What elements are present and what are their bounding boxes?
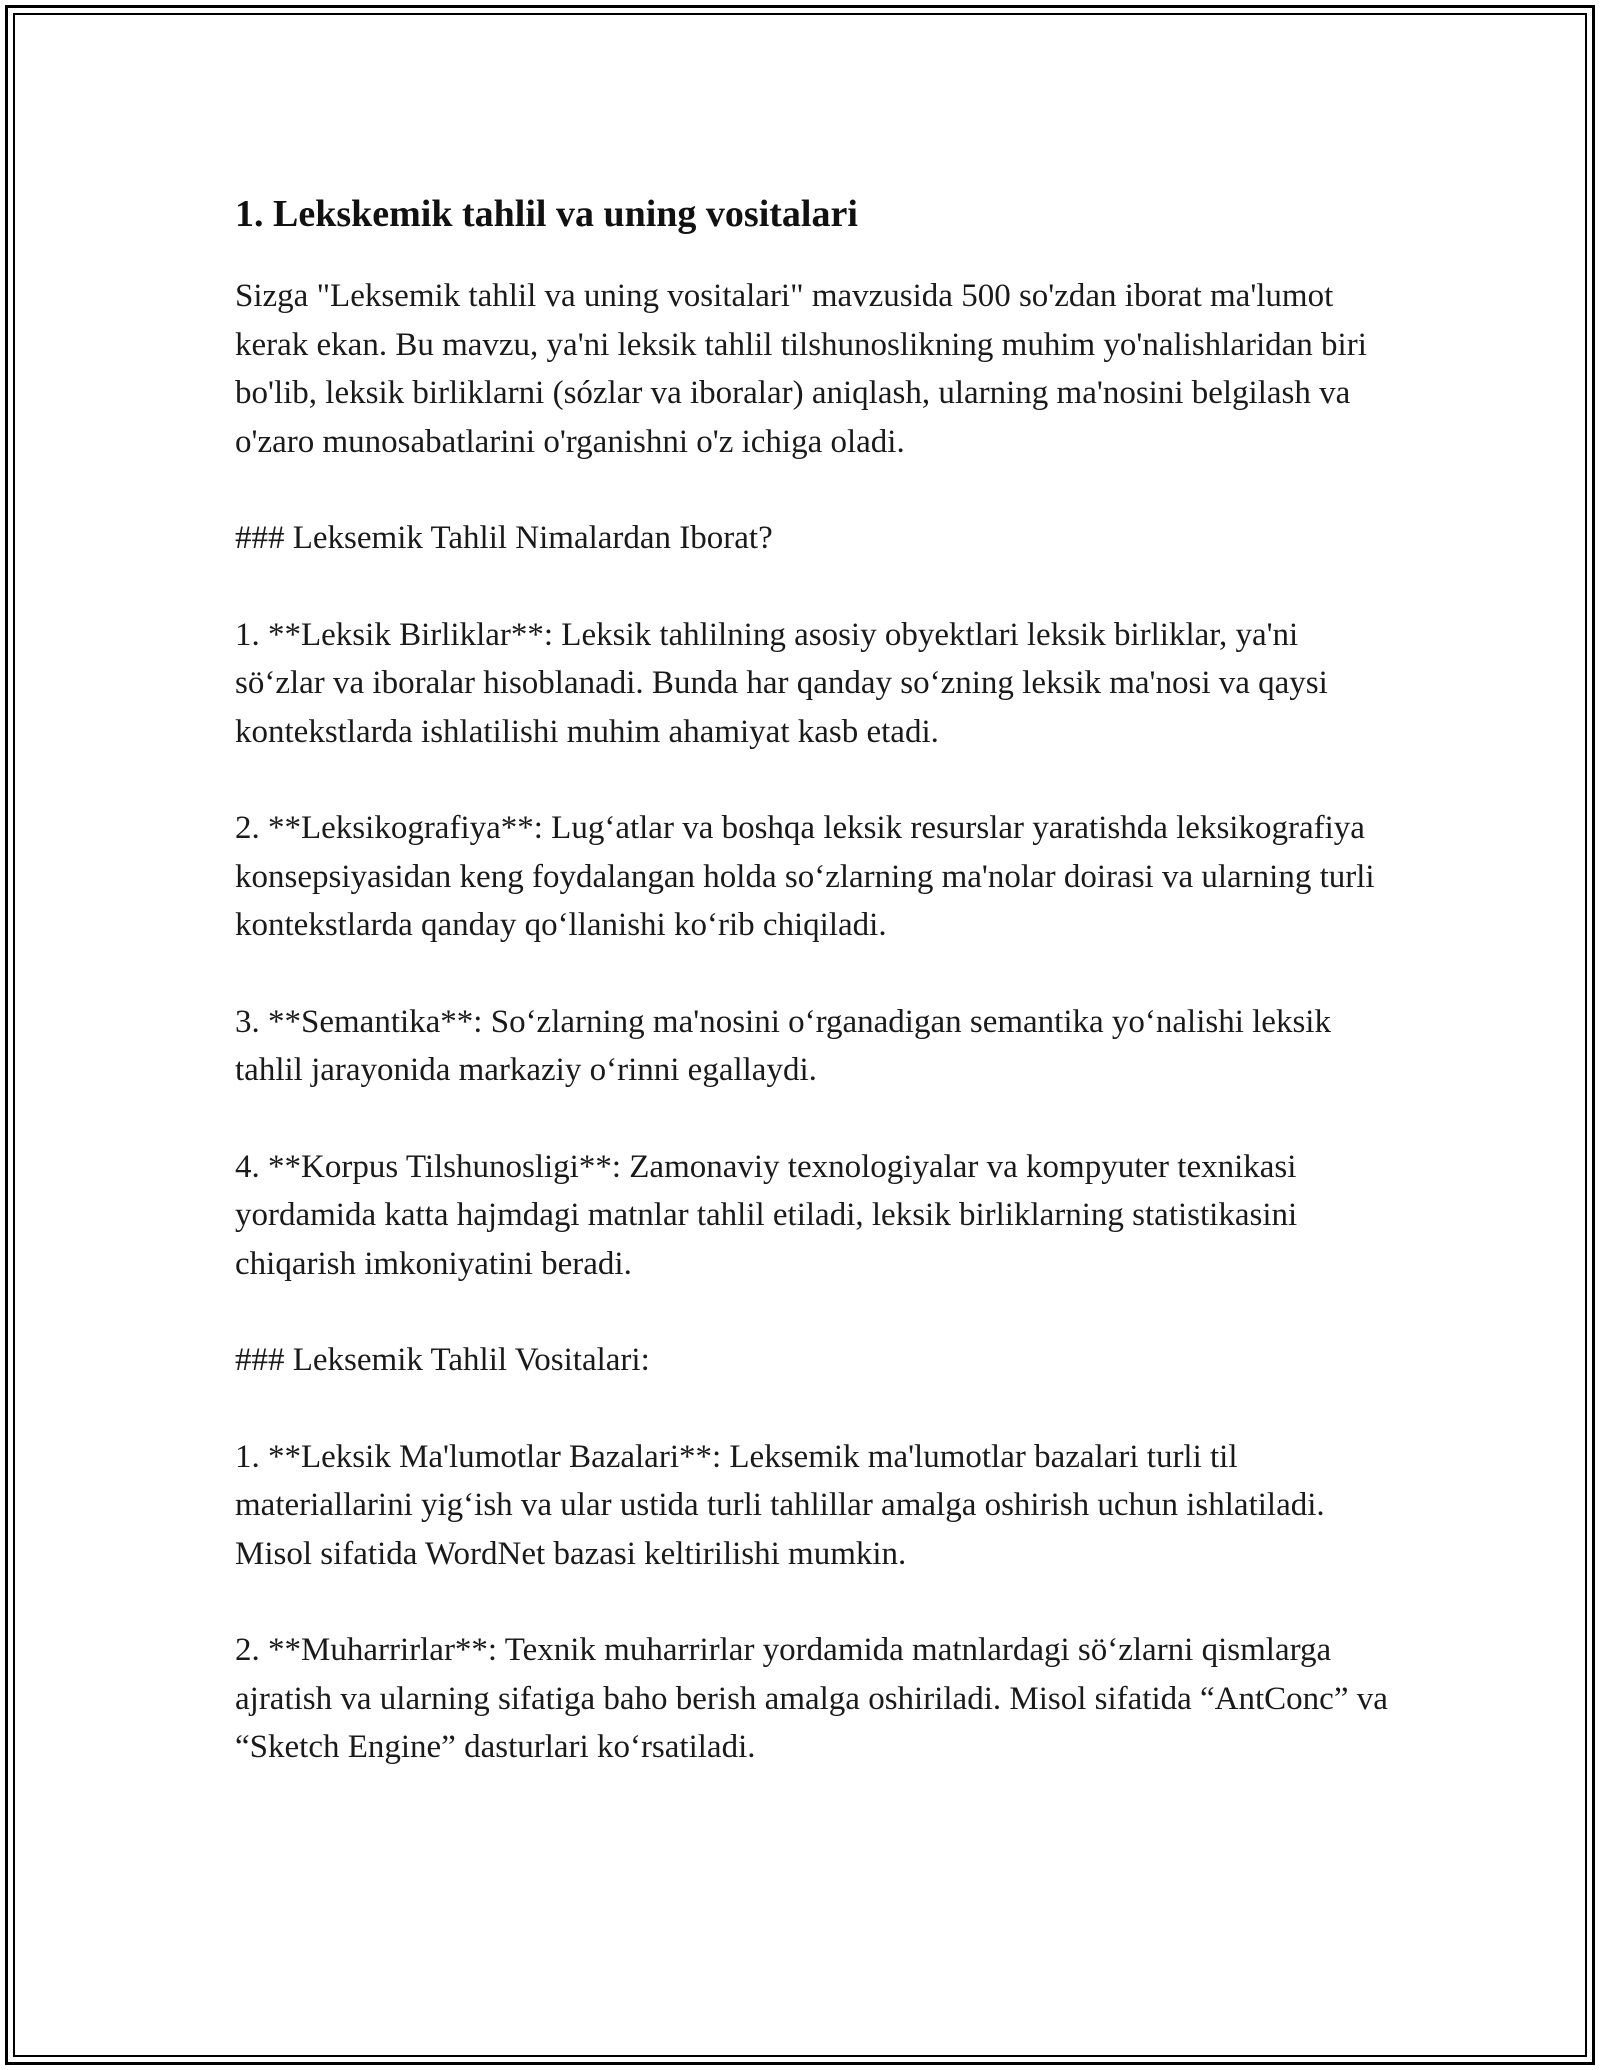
section-heading-components: ### Leksemik Tahlil Nimalardan Iborat? (235, 520, 773, 556)
list-item-semantika: 3. **Semantika**: So‘zlarning ma'nosini o‘rganadigan semantika yo‘nalishi leksik tahlil jarayonida markaziy o‘rinni egallaydi. (235, 1003, 1331, 1088)
document-body (235, 188, 1395, 1820)
list-item-leksik-birliklar: 1. **Leksik Birliklar**: Leksik tahlilning asosiy obyektlari leksik birliklar, ya'ni sö‘zlar va iboralar hisoblanadi. Bunda har qanday so‘zning leksik ma'nosi va qaysi kontekstlarda ishlatilishi muhim ahamiyat kasb etadi. (235, 616, 1328, 750)
list-item-malumotlar-bazalari: 1. **Leksik Ma'lumotlar Bazalari**: Leksemik ma'lumotlar bazalari turli til materiallarini yig‘ish va ular ustida turli tahlillar amalga oshirish uchun ishlatiladi. Misol sifatida WordNet bazasi keltirilishi mumkin. (235, 1438, 1325, 1572)
intro-paragraph: Sizga "Leksemik tahlil va uning vositalari" mavzusida 500 so'zdan iborat ma'lumot kerak ekan. Bu mavzu, ya'ni leksik tahlil tilshunoslikning muhim yo'nalishlaridan biri bo'lib, leksik birliklarni (sózlar va iboralar) aniqlash, ularning ma'nosini belgilash va o'zaro munosabatlarini o'rganishni o'z ichiga oladi. (235, 278, 1367, 460)
list-item-muharrirlar: 2. **Muharrirlar**: Texnik muharrirlar yordamida matnlardagi sö‘zlarni qismlarga ajratish va ularning sifatiga baho berish amalga oshiriladi. Misol sifatida “AntConc” va “Sketch Engine” dasturlari ko‘rsatiladi. (235, 1632, 1388, 1765)
list-item-korpus-tilshunosligi: 4. **Korpus Tilshunosligi**: Zamonaviy texnologiyalar va kompyuter texnikasi yordamida katta hajmdagi matnlar tahlil etiladi, leksik birliklarning statistikasini chiqarish imkoniyatini beradi. (235, 1148, 1298, 1282)
section-heading-tools: ### Leksemik Tahlil Vositalari: (235, 1342, 650, 1378)
document-title: 1. Lekskemik tahlil va uning vositalari (235, 193, 858, 235)
list-item-leksikografiya: 2. **Leksikografiya**: Lug‘atlar va boshqa leksik resurslar yaratishda leksikografiya konsepsiyasidan keng foydalangan holda so‘zlarning ma'nolar doirasi va ularning turli kontekstlarda qanday qo‘llanishi ko‘rib chiqiladi. (235, 810, 1375, 943)
